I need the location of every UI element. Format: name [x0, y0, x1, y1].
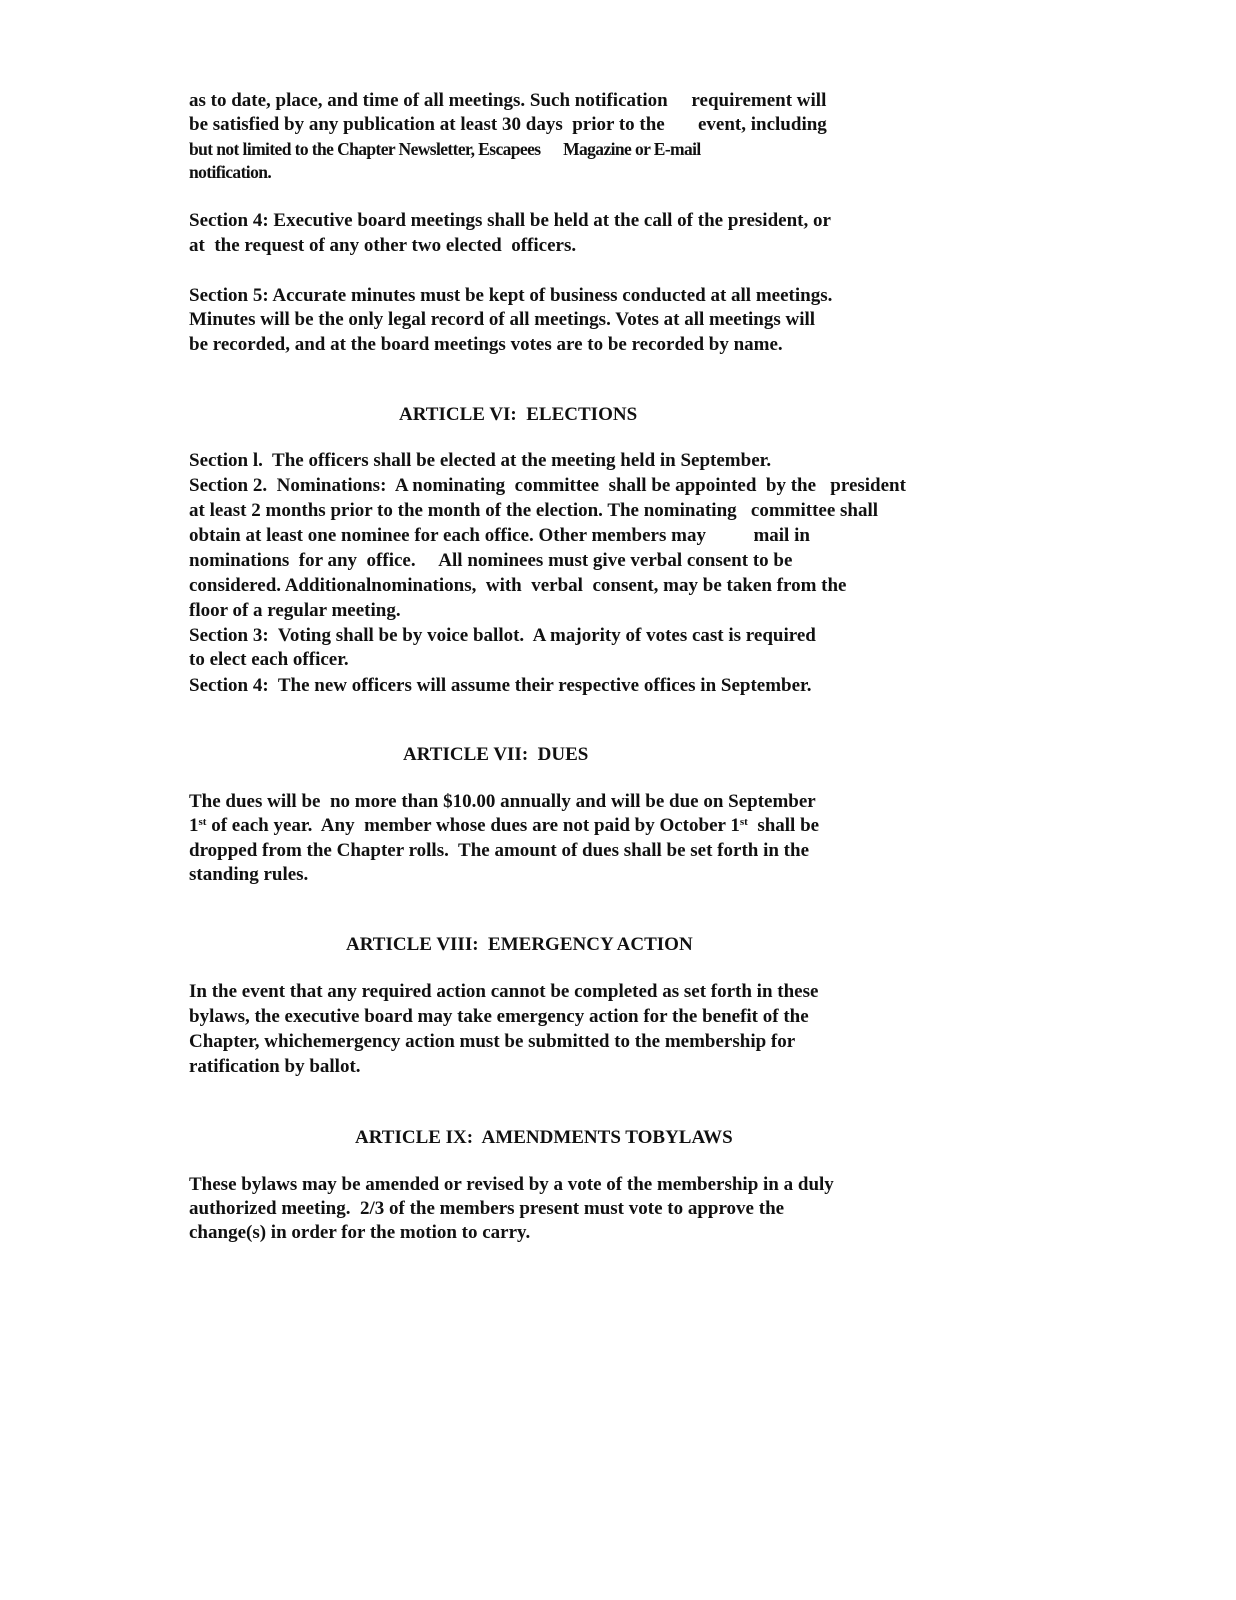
text-segment: shall be	[747, 815, 820, 836]
text-line	[189, 814, 819, 839]
text-line: obtain at least one nominee for each office. Other members may mail in	[189, 525, 810, 546]
text-line: notification.	[189, 162, 272, 182]
text-line: Minutes will be the only legal record of all meetings. Votes at all meetings will	[189, 309, 816, 330]
ordinal-suffix: st	[198, 815, 207, 828]
text-line: considered. Additionalnominations, with verbal consent, may be taken from the	[189, 575, 847, 596]
text-line: nominations for any office. All nominees must give verbal consent to be	[189, 550, 793, 571]
text-line: standing rules.	[189, 864, 309, 885]
text-line: bylaws, the executive board may take emergency action for the benefit of the	[189, 1006, 809, 1027]
text-line: Section l. The officers shall be elected at the meeting held in September.	[189, 450, 772, 471]
text-line: authorized meeting. 2/3 of the members present must vote to approve the	[189, 1198, 785, 1219]
text-line: ratification by ballot.	[189, 1056, 361, 1077]
text-line: to elect each officer.	[189, 649, 349, 670]
text-line: but not limited to the Chapter Newsletter, Escapees Magazine or E-mail	[189, 139, 701, 159]
ordinal-suffix: st	[739, 815, 748, 828]
text-line: be satisfied by any publication at least 30 days prior to the event, including	[189, 114, 827, 135]
text-segment: of each year. Any member whose dues are not paid by October 1	[206, 815, 740, 836]
text-line: Section 3: Voting shall be by voice ballot. A majority of votes cast is required	[189, 625, 816, 646]
text-line: as to date, place, and time of all meetings. Such notification requirement will	[189, 90, 827, 111]
text-line: Section 2. Nominations: A nominating committee shall be appointed by the president	[189, 475, 906, 496]
article-8-title: ARTICLE VIII: EMERGENCY ACTION	[346, 934, 693, 955]
text-line: dropped from the Chapter rolls. The amount of dues shall be set forth in the	[189, 840, 810, 861]
text-line: These bylaws may be amended or revised by a vote of the membership in a duly	[189, 1174, 834, 1195]
text-line: In the event that any required action cannot be completed as set forth in these	[189, 981, 819, 1002]
text-line: Section 4: The new officers will assume their respective offices in September.	[189, 675, 812, 696]
text-line: Section 4: Executive board meetings shall be held at the call of the president, or	[189, 210, 831, 231]
text-line: The dues will be no more than $10.00 annually and will be due on September	[189, 791, 816, 812]
article-7-title: ARTICLE VII: DUES	[403, 744, 589, 765]
article-6-title: ARTICLE VI: ELECTIONS	[399, 404, 638, 425]
text-line: at the request of any other two elected officers.	[189, 235, 577, 256]
text-line: Chapter, whichemergency action must be submitted to the membership for	[189, 1031, 796, 1052]
text-line: be recorded, and at the board meetings votes are to be recorded by name.	[189, 334, 783, 355]
text-line: Section 5: Accurate minutes must be kept of business conducted at all meetings.	[189, 285, 833, 306]
text-line: change(s) in order for the motion to carry.	[189, 1222, 531, 1243]
text-line: at least 2 months prior to the month of the election. The nominating committee shall	[189, 500, 879, 521]
article-9-title: ARTICLE IX: AMENDMENTS TOBYLAWS	[355, 1127, 733, 1148]
text-line: floor of a regular meeting.	[189, 600, 401, 621]
ordinal-number: 1	[189, 815, 199, 836]
